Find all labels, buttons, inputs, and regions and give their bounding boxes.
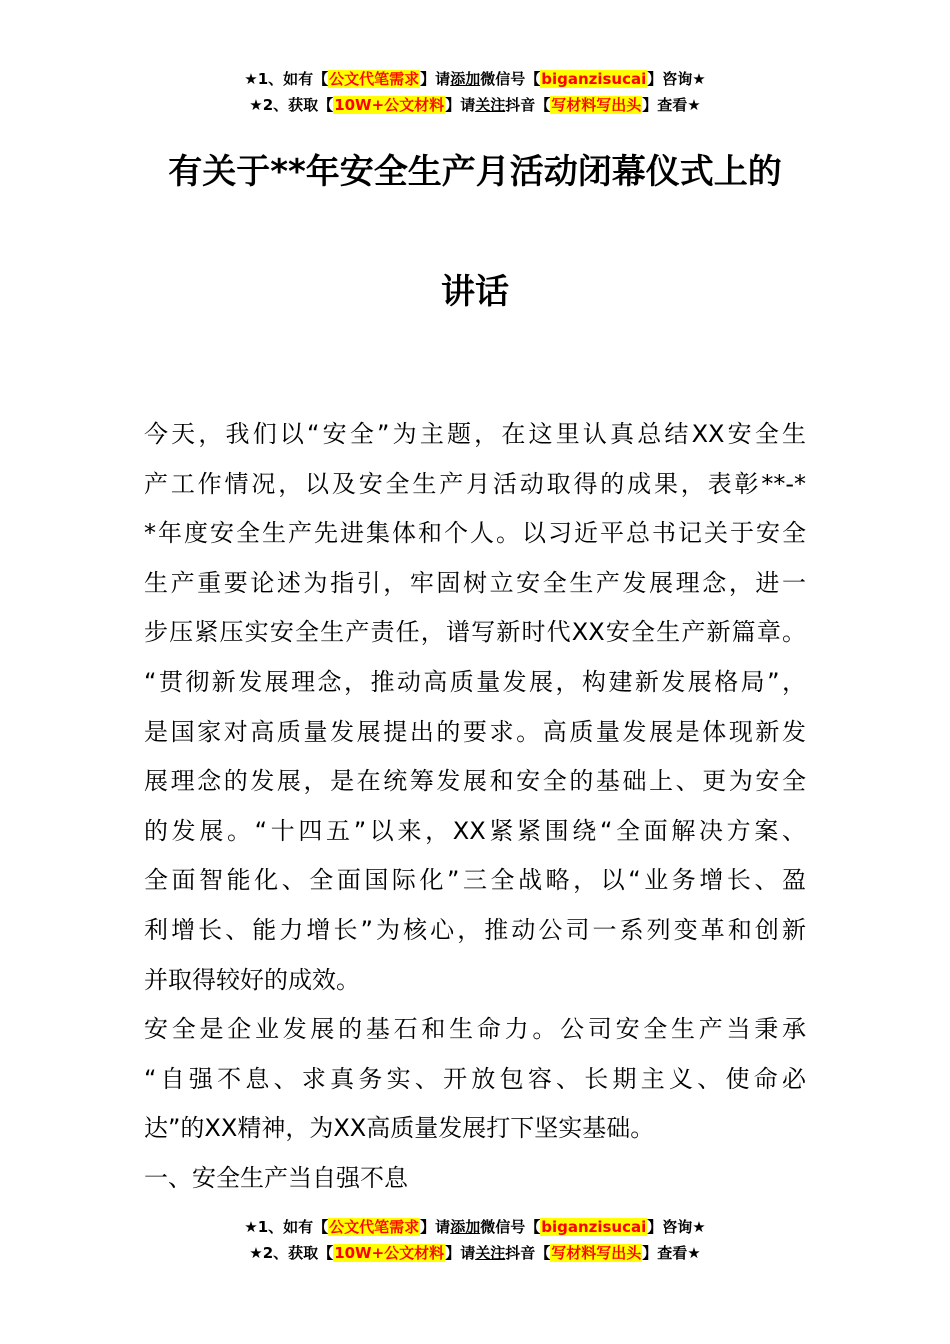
highlight-service: 公文代笔需求 bbox=[329, 1218, 420, 1236]
document-title-line-1: 有关于**年安全生产月活动闭幕仪式上的 bbox=[168, 152, 782, 192]
body-line: 的发展。“十四五”以来，XX紧紧围绕“全面解决方案、 bbox=[144, 816, 806, 845]
banner-line-2: ★2、获取【10W+公文材料】请关注抖音【写材料写出头】查看★ bbox=[249, 1244, 701, 1262]
highlight-douyin-account: 写材料写出头 bbox=[551, 1244, 642, 1262]
highlight-douyin-account: 写材料写出头 bbox=[551, 96, 642, 114]
body-line: “贯彻新发展理念，推动高质量发展，构建新发展格局”， bbox=[144, 667, 806, 696]
bottom-banner bbox=[0, 1214, 950, 1266]
body-line: “自强不息、求真务实、开放包容、长期主义、使命必 bbox=[144, 1064, 806, 1093]
body-line: 展理念的发展，是在统筹发展和安全的基础上、更为安全 bbox=[144, 767, 806, 796]
body-line: 是国家对高质量发展提出的要求。高质量发展是体现新发 bbox=[144, 717, 806, 746]
body-line: 生产重要论述为指引，牢固树立安全生产发展理念，进一 bbox=[144, 568, 806, 597]
top-banner bbox=[0, 66, 950, 118]
body-line: 利增长、能力增长”为核心，推动公司一系列变革和创新 bbox=[144, 915, 806, 944]
document-title-line-2: 讲话 bbox=[441, 272, 509, 312]
highlight-wechat-id: biganzisucai bbox=[541, 1218, 647, 1236]
body-line: 达”的XX精神，为XX高质量发展打下坚实基础。 bbox=[144, 1114, 655, 1143]
body-line: 步压紧压实安全生产责任，谱写新时代XX安全生产新篇章。 bbox=[144, 618, 806, 647]
highlight-materials: 10W+公文材料 bbox=[334, 1244, 445, 1262]
body-line: 产工作情况，以及安全生产月活动取得的成果，表彰**-* bbox=[144, 469, 806, 498]
banner-line-1: ★1、如有【公文代笔需求】请添加微信号【biganzisucai】咨询★ bbox=[244, 70, 706, 88]
highlight-service: 公文代笔需求 bbox=[329, 70, 420, 88]
body-line: 安全是企业发展的基石和生命力。公司安全生产当秉承 bbox=[144, 1015, 806, 1044]
highlight-materials: 10W+公文材料 bbox=[334, 96, 445, 114]
body-line: 今天，我们以“安全”为主题，在这里认真总结XX安全生 bbox=[144, 420, 806, 448]
body-line: 并取得较好的成效。 bbox=[144, 965, 360, 994]
body-line: *年度安全生产先进集体和个人。以习近平总书记关于安全 bbox=[144, 519, 806, 548]
document-body bbox=[144, 410, 806, 1204]
banner-line-2: ★2、获取【10W+公文材料】请关注抖音【写材料写出头】查看★ bbox=[249, 96, 701, 114]
section-heading: 一、安全生产当自强不息 bbox=[144, 1163, 408, 1192]
highlight-wechat-id: biganzisucai bbox=[541, 70, 647, 88]
banner-line-1: ★1、如有【公文代笔需求】请添加微信号【biganzisucai】咨询★ bbox=[244, 1218, 706, 1236]
body-line: 全面智能化、全面国际化”三全战略，以“业务增长、盈 bbox=[144, 866, 806, 895]
